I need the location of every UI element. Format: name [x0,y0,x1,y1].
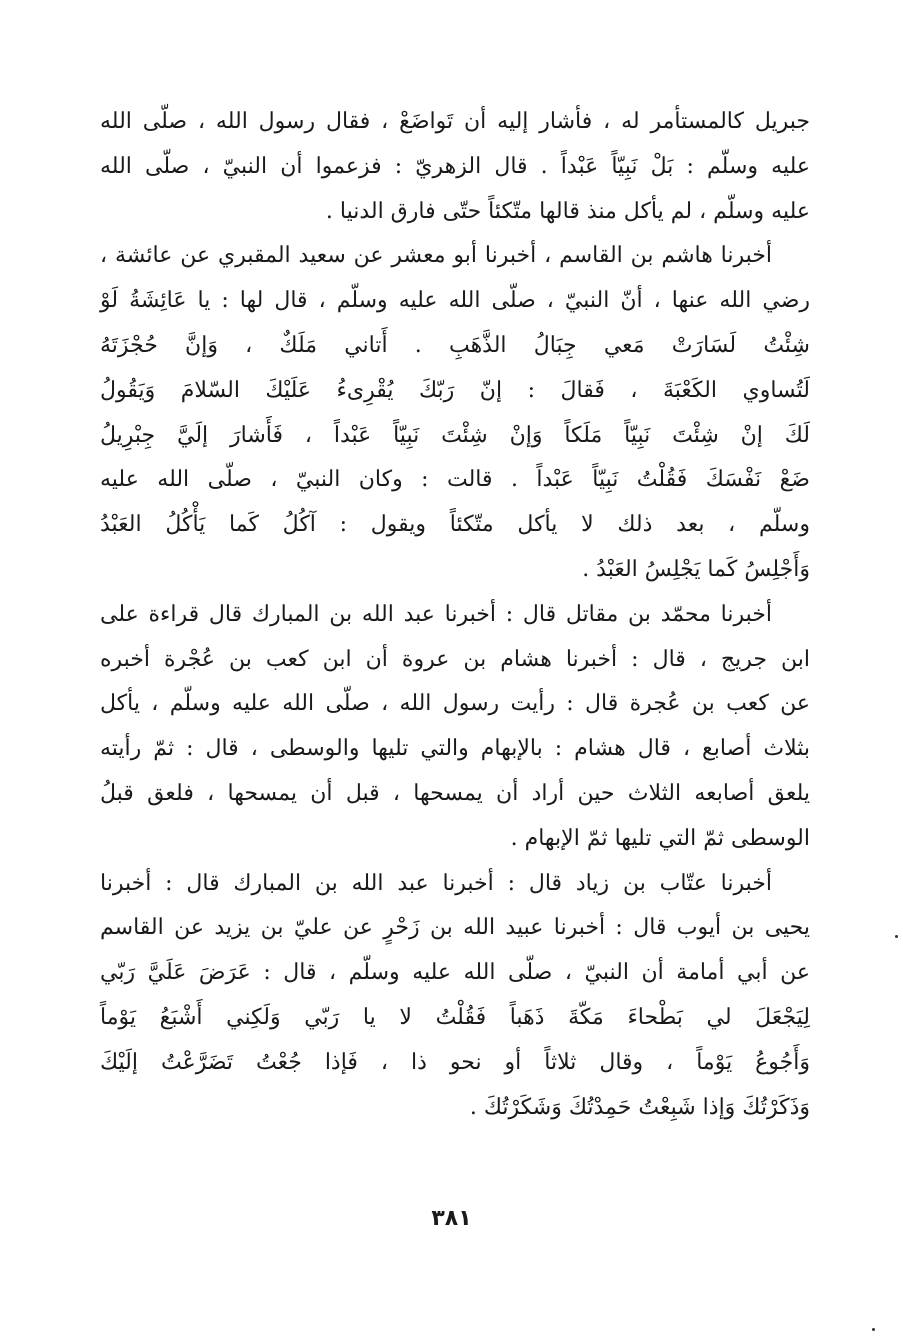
text-line: أخبرنا عتّاب بن زياد قال : أخبرنا عبد الله بن المبارك قال : أخبرنا [100,870,772,896]
text-line: عليه وسلّم ، لم يأكل منذ قالها متّكئاً حتّى فارق الدنيا . [325,198,810,224]
page-text [100,100,810,1130]
text-line: الوسطى ثمّ التي تليها ثمّ الإبهام . [510,825,810,851]
text-line: عليه وسلّم : بَلْ نَبِيّاً عَبْداً . قال الزهريّ : فزعموا أن النبيّ ، صلّى الله [100,153,810,179]
text-line: عن كعب بن عُجرة قال : رأيت رسول الله ، صلّى الله عليه وسلّم ، يأكل [100,691,810,717]
text-line: أخبرنا محمّد بن مقاتل قال : أخبرنا عبد الله بن المبارك قال قراءة على [100,601,772,627]
text-line: رضي الله عنها ، أنّ النبيّ ، صلّى الله عليه وسلّم ، قال لها : يا عَائِشَةُ لَوْ [100,288,810,314]
text-line: ابن جريج ، قال : أخبرنا هشام بن عروة أن ابن كعب بن عُجْرة أخبره [100,646,810,672]
scan-speck [872,1328,875,1331]
page-number: ٣٨١ [431,1206,472,1231]
text-line: عن أبي أمامة أن النبيّ ، صلّى الله عليه وسلّم ، قال : عَرَضَ عَلَيَّ رَبّي [100,960,810,986]
text-line: لَتُساوي الكَعْبَةَ ، فَقالَ : إنّ رَبّكَ يُقْرِىءُ عَلَيْكَ السّلامَ وَيَقُولُ [100,377,810,403]
scan-speck [895,935,898,938]
text-line: يحيى بن أيوب قال : أخبرنا عبيد الله بن زَحْرٍ عن عليّ بن يزيد عن القاسم [100,915,810,941]
text-line: شِئْتُ لَسَارَتْ مَعي جِبَالُ الذَّهَبِ . أَتاني مَلَكٌ ، وَإنَّ حُجْزَتَهُ [100,332,810,358]
text-line: لِيَجْعَلَ لي بَطْحاءَ مَكّةَ ذَهَباً فَقُلْتُ لا يا رَبّي وَلَكِني أَشْبَعُ يَوْماً [100,1004,810,1030]
text-line: وَأَجْلِسُ كَما يَجْلِسُ العَبْدُ . [582,556,810,582]
text-line: لَكَ إنْ شِئْتَ نَبِيّاً مَلَكاً وَإنْ شِئْتَ نَبِيّاً عَبْداً ، فَأَشارَ إلَيَّ جِبْرِيلُ [100,422,810,448]
text-line: وَذَكَرْتُكَ وَإذا شَبِعْتُ حَمِدْتُكَ وَشَكَرْتُكَ . [469,1094,810,1120]
text-line: وَأَجُوعُ يَوْماً ، وقال ثلاثاً أو نحو ذا ، فَإذا جُعْتُ تَضَرَّعْتُ إلَيْكَ [100,1049,810,1075]
text-line: جبريل كالمستأمر له ، فأشار إليه أن تَواضَعْ ، فقال رسول الله ، صلّى الله [100,109,810,134]
text-line: بثلاث أصابع ، قال هشام : بالإبهام والتي تليها والوسطى ، قال : ثمّ رأيته [100,736,810,762]
text-line: يلعق أصابعه الثلاث حين أراد أن يمسحها ، قبل أن يمسحها ، فلعق قبلُ [100,780,810,806]
text-line: ضَعْ نَفْسَكَ فَقُلْتُ نَبِيّاً عَبْداً . قالت : وكان النبيّ ، صلّى الله عليه [100,467,810,493]
text-line: وسلّم ، بعد ذلك لا يأكل متّكئاً ويقول : آكُلُ كَما يَأْكُلُ العَبْدُ [100,512,810,538]
text-line: أخبرنا هاشم بن القاسم ، أخبرنا أبو معشر عن سعيد المقبري عن عائشة ، [100,243,772,269]
